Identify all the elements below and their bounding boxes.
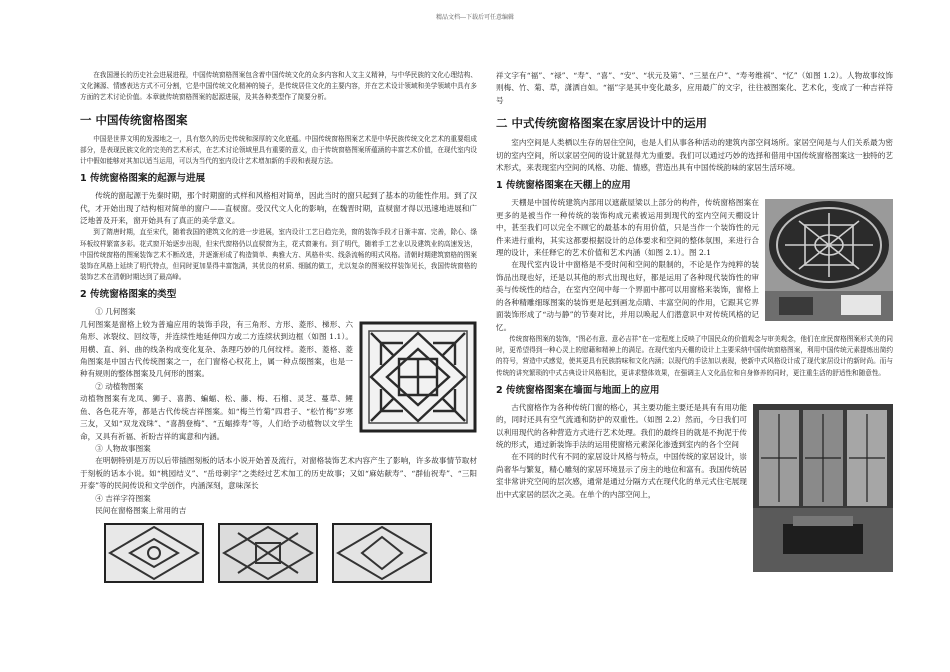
section-2-2-paragraph-1: 古代窗格作为各种传统门窗的格心，其主要功能主要还是具有有用功能的，同时还具有空气流通和防护的双重性。（如图 2.2）然而，今日我们可以利用现代的各种营造方式进行艺术处理。我们的最终目的就是不拘泥于传统的形式，通过新装饰手法的运用使窗格元素深化渗透到室内的各个空间 — [496, 402, 747, 449]
geometric-heading: ① 几何图案 — [95, 307, 136, 317]
section-1-1-title: 1 传统窗格图案的起源与进展 — [80, 173, 206, 185]
pattern-image-2 — [218, 523, 318, 583]
section-2-1-title: 1 传统窗格图案在天棚上的应用 — [496, 180, 631, 192]
section-2-1-paragraph-2: 在现代室内设计中窗格是不受时间和空间的限制的，不论是作为纯粹的装饰品出现也好，还是以其他的形式出现也好，都是运用了各种现代装饰性的审美与传统性的结合，在室内空间中每一个界面中都可以用窗格来装饰，窗格上的各种精雕细琢图案的装饰更是起到画龙点睛、丰富空间的作用，它跟其它界面装饰形成了“动与静”的节奏对比，并用以唤起人们潜意识中对传统风格的记忆。 — [496, 260, 759, 332]
section-1-1-paragraph-1: 传统的窗起源于先秦时期，那个时期窗的式样和风格相对简单，因此当时的窗只起到了基本的功能性作用。到了汉代，才开始出现了结构相对简单的窗户——直棂窗。受汉代文人化的影响，在魏晋时期，直棂窗才得以迅速地进展和广泛地普及开来，窗开始具有了真正的美学意义。 — [80, 191, 477, 226]
section-2-2-paragraph-2: 在不同的时代有不同的家居设计风格与特点，中国传统的家居设计，崇尚奢华与繁复，精心雕刻的家居环境显示了房主的地位和富有。我国传统居室非常讲究空间的层次感，通常是通过分隔方式在现代化的单元式住宅展现出中式家居的层次之美。在单个的内部空间上， — [496, 452, 747, 499]
section-1-paragraph: 中国是世界文明的发源地之一，具有悠久的历史传统和深厚的文化底蕴。中国传统窗格图案艺术是中华民族传统文化艺术的重要组成部分，是表现民族文化的完美的艺术形式，在艺术讨论领域里具有重要的意义，由于传统窗格图案所蕴涵的丰富艺术价值，在现代室内设计中假如能够对其加以适当运用，可以为当代的室内设计艺术增加新的手段和表现方法。 — [80, 134, 477, 166]
intro-paragraph: 在我国漫长的历史社会进展进程，中国传统窗格图案包含着中国传统文化的众多内容和人文主义精神，与中华民族的文化心理结构、文化渊源、情感表达方式不可分割，它是中国传统文化精神的镜子，是传统居住文化的主要内容，并在艺术设计领域和美学领域中具有多方面的艺术讨论价值。本章就传统窗格图案的起源进展，及其各种类型作了简要分析。 — [80, 71, 477, 102]
lucky-character-text: 民间在窗格图案上常用的吉 — [95, 505, 187, 515]
section-2-1-paragraph-1: 天棚是中国传统建筑内部用以遮蔽屋梁以上部分的构件，传统窗格图案在更多的是被当作一种传统的装饰构成元素被运用到现代的室内空间天棚设计中，甚至我们可以完全不顾它的最基本的有用价值，只是当作一个装饰性的元件来进行重构，其实这都要根据设计的总体要求和空间的整体氛围，来进行合理的设计，来任释它的艺术价值和艺术内涵（如图 2.1）。图 2.1 — [496, 198, 760, 258]
lattice-window-image — [359, 321, 477, 433]
ceiling-photo — [765, 199, 893, 321]
lucky-character-continued: 祥文字有“福”、“禄”、“寿”、“喜”、“安”、“状元及第”、“三星在户”、“寿考维祺”、“忆”（如图 1.2）。人物故事纹饰则梅、竹、菊、草，潇洒自如。“福”字是其中变化最多，应用最广的文字，往往被图案化、艺术化，变成了一种吉祥符号 — [496, 71, 893, 105]
story-heading: ③ 人物故事图案 — [95, 443, 151, 453]
lucky-character-heading: ④ 吉祥字符图案 — [95, 493, 151, 503]
section-2-paragraph: 室内空间是人类栖以生存的居住空间，也是人们从事各种活动的建筑内部空间场所。家居空间是与人们关系最为密切的室内空间，所以家居空间的设计就显得尤为重要。我们可以通过巧妙的选择和借用中国传统窗格图案这一独特的艺术形式，来表现室内空间的风格、功能、情感，营造出具有中国传统韵味的家居生活环境。 — [496, 138, 893, 173]
wall-floor-photo — [753, 404, 893, 572]
geometric-text: 几何图案是窗格上较为普遍应用的装饰手段，有三角形、方形、菱形、梯形、六角形、冰裂纹、回纹等，并连续性地延伸四方或二方连续状到边框（如图 1.1）。用横、直、斜、曲的线条构成变化复杂、条理巧妙的几何纹样。菱形、菱格、菱角图案是中国古代传统图案之一，在门窗格心权花上，属一种点缀图案，也是一种有规则的整体图案及几何形的图案。 — [80, 319, 354, 379]
section-1-title: 一 中国传统窗格图案 — [80, 112, 188, 127]
section-2-1-paragraph-3: 传统窗格图案的装饰，“图必有意、意必吉祥”在一定程度上反映了中国民众的价值观念与审美观念，他们在庶民窗格图案形式美的同时，更希望得到一种心灵上的慰藉和精神上的满足。在现代室内天棚的设计上主要采纳中国传统窗格图案，利用中国传统元素提炼出简约的符号，营造中式感觉，使其更具有民族韵味和文化内涵；以现代的手法加以表现，使新中式风格设计成了现代家居设计的新时尚。而与传统的讲究繁琐的中式古典设计风格相比，更讲求整体效果，在强调主人文化品位和自身修养的同时，更注重生活的舒适性和随意性。 — [496, 334, 893, 377]
section-1-2-title: 2 传统窗格图案的类型 — [80, 289, 177, 301]
animal-plant-text: 动植物图案有龙凤、狮子、喜鹊、蝙蝠、松、藤、梅、石榴、灵芝、蔓草、鲤鱼、各色花卉等，都是古代传统吉祥图案。如“梅兰竹菊”四君子、“松竹梅”岁寒三友，又如“双龙戏珠”、“喜鹊登梅”、“五蝠捧寿”等，人们给予动植物以文学生命，又具有祈福、祈盼吉祥的寓意和内涵。 — [80, 394, 353, 441]
section-2-title: 二 中式传统窗格图案在家居设计中的运用 — [496, 116, 708, 131]
pattern-image-3 — [332, 523, 432, 583]
right-column — [496, 70, 893, 574]
pattern-figure-row — [80, 523, 477, 583]
section-1-1-paragraph-2: 到了隋唐时期，直至宋代，随着我国的建筑文化的进一步进展，室内设计工艺日趋完美，窗的装饰手段才日渐丰富、完善，除心、绦环板纹样繁富多彩。花式窗开始逐步出现，但宋代窗格仍以直棂窗为主，花式窗兼有。到了明代，随着手工艺业以及建筑业的高速发达，中国传统窗格的图案装饰艺术不断改进，并逐渐形成了构造简单、典雅大方、风格朴实、线条流畅的明式风格。清朝时期建筑窗格的图案装饰在风格上延续了明代特点，但同时更加显得丰富饱满，其优良的材质、细腻的做工，尤以复杂的图案纹样装饰见长，我国传统窗格的装饰艺术在清朝时期达到了最高峰。 — [80, 228, 477, 282]
left-column — [80, 70, 477, 583]
story-text: 在明朝特别是万历以后带插图刻板的话本小说开始普及流行，对窗格装饰艺术内容产生了影响，许多故事情节取材于刻板的话本小说。如“桃园结义”、“岳母刺字”之类经过艺术加工的历史故事；又如“麻姑献寿”、“群仙祝寿”、“三阳开泰”等的民间传说和文学创作，内涵深刻，意味深长 — [80, 456, 477, 491]
page-header: 精品文档---下载后可任意编辑 — [435, 14, 515, 21]
animal-plant-heading: ② 动植物图案 — [95, 381, 144, 391]
section-2-2-title: 2 传统窗格图案在墙面与地面上的应用 — [496, 384, 660, 396]
pattern-image-1 — [104, 523, 204, 583]
